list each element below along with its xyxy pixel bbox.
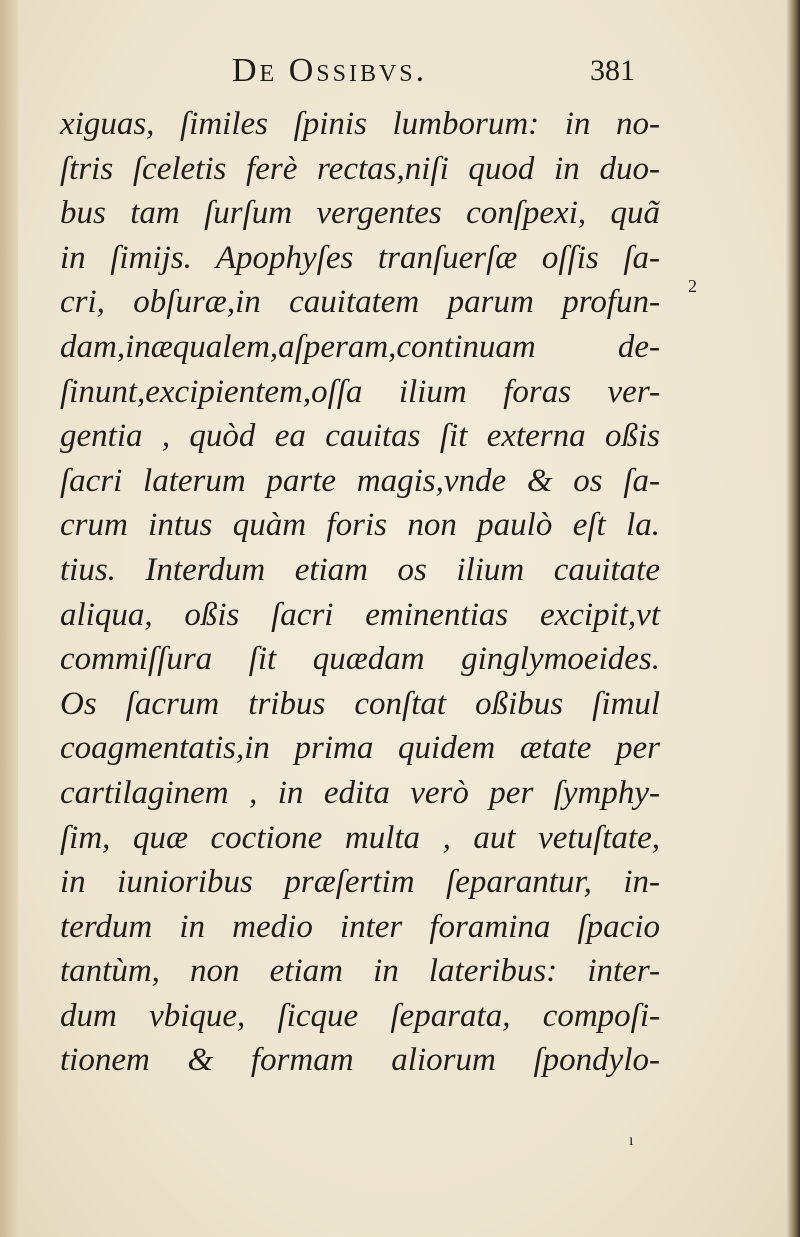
page-right-edge: [786, 0, 800, 1237]
body-text: [60, 102, 660, 1083]
page-left-edge: [0, 0, 18, 1237]
text-line-15: coagmentatis,in prima quidem ætate per: [60, 730, 660, 767]
text-line-7: ſinunt,excipientem,oſſa ilium foras ver-: [60, 373, 660, 410]
page-number: 381: [590, 54, 635, 87]
text-line-17: ſim, quæ coctione multa , aut vetuſtate,: [60, 819, 660, 856]
text-line-14: Os ſacrum tribus conſtat oßibus ſimul: [60, 685, 660, 722]
text-line-19: terdum in medio inter foramina ſpacio: [60, 908, 660, 945]
page-header: [0, 52, 800, 102]
text-line-18: in iunioribus præſertim ſeparantur, in-: [60, 864, 660, 901]
text-line-22: tionem & formam aliorum ſpondylo-: [60, 1042, 660, 1079]
signature-mark: ı: [629, 1132, 634, 1149]
text-line-12: aliqua, oßis ſacri eminentias excipit,vt: [60, 596, 660, 633]
text-line-2: ſtris ſceletis ferè rectas,niſi quod in duo-: [60, 150, 660, 187]
text-line-6: dam,inæqualem,aſperam,continuam de-: [60, 328, 660, 365]
text-line-11: tius. Interdum etiam os ilium cauitate: [60, 551, 660, 588]
text-line-10: crum intus quàm foris non paulò eſt la.: [60, 507, 660, 544]
text-line-3: bus tam ſurſum vergentes conſpexi, quã: [60, 195, 660, 232]
text-line-21: dum vbique, ſicque ſeparata, compoſi-: [60, 997, 660, 1034]
text-line-20: tantùm, non etiam in lateribus: inter-: [60, 953, 660, 990]
text-line-9: ſacri laterum parte magis,vnde & os ſa-: [60, 462, 660, 499]
text-line-16: cartilaginem , in edita verò per ſymphy-: [60, 774, 660, 811]
running-head: De Ossibvs.: [232, 52, 428, 89]
text-line-8: gentia , quòd ea cauitas ſit externa oßis: [60, 418, 660, 455]
margin-note: 2: [688, 276, 697, 296]
text-line-4: in ſimijs. Apophyſes tranſuerſæ oſſis ſa-: [60, 239, 660, 276]
text-line-1: xiguas, ſimiles ſpinis lumborum: in no-: [60, 106, 660, 142]
text-line-5: cri, obſuræ,in cauitatem parum profun-: [60, 284, 660, 321]
text-line-13: commiſſura ſit quædam ginglymoeides.: [60, 641, 660, 678]
